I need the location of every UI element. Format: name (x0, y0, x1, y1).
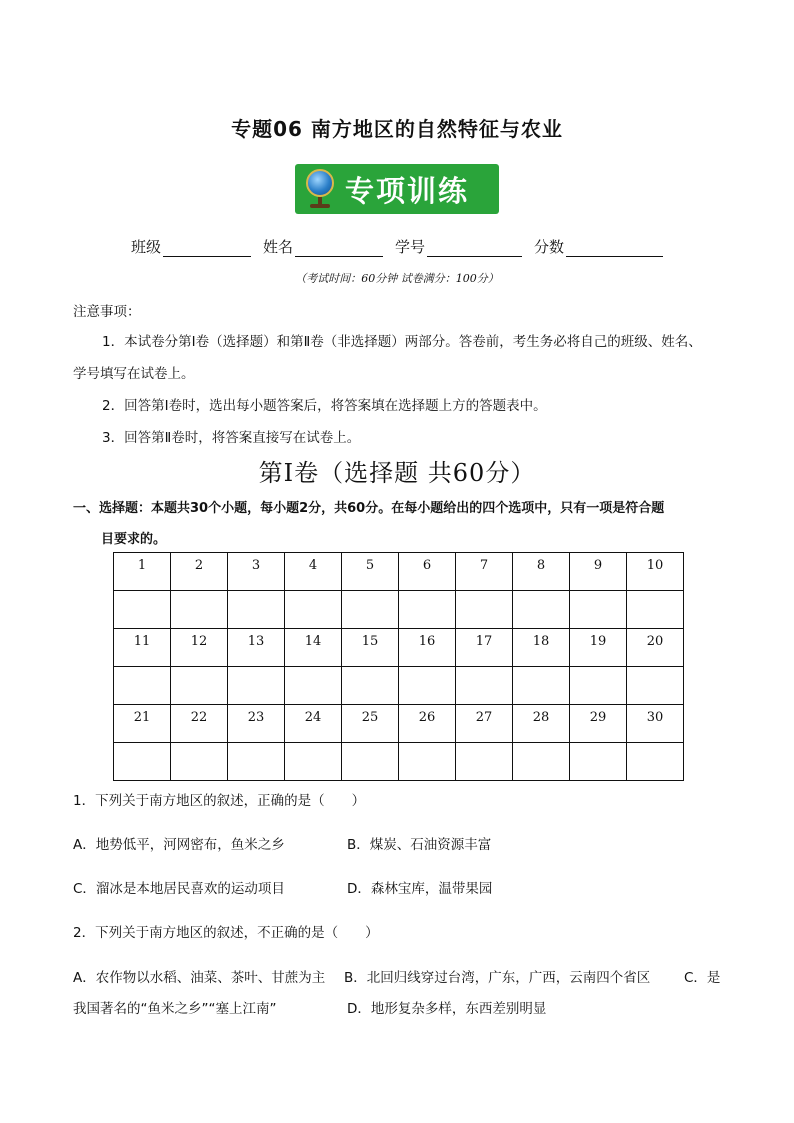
answer-table (113, 552, 684, 781)
answer-cell[interactable] (399, 591, 456, 629)
instructions-line-2: 目要求的。 (101, 532, 167, 547)
answer-cell[interactable] (456, 591, 513, 629)
answer-cell[interactable] (627, 743, 684, 781)
question-2-stem: 2．下列关于南方地区的叙述，不正确的是（ ） (73, 925, 379, 941)
answer-cell[interactable] (171, 591, 228, 629)
question-number-cell: 4 (285, 553, 342, 591)
question-number-cell: 6 (399, 553, 456, 591)
class-label: 班级 (130, 238, 161, 256)
answer-number-row (114, 629, 684, 667)
question-number-cell: 14 (285, 629, 342, 667)
answer-cell[interactable] (285, 591, 342, 629)
answer-cell[interactable] (627, 667, 684, 705)
question-2-option-a: A．农作物以水稻、油菜、茶叶、甘蔗为主 (73, 970, 326, 986)
question-number-cell: 2 (171, 553, 228, 591)
answer-cell[interactable] (342, 743, 399, 781)
question-1-option-d: D．森林宝库，温带果园 (347, 881, 493, 897)
answer-blank-row (114, 667, 684, 705)
question-number-cell: 8 (513, 553, 570, 591)
page-title: 专题06 南方地区的自然特征与农业 (231, 117, 563, 141)
answer-cell[interactable] (513, 667, 570, 705)
student-id-label: 学号 (395, 238, 426, 256)
name-field[interactable] (263, 236, 383, 257)
question-number-cell: 18 (513, 629, 570, 667)
question-number-cell: 25 (342, 705, 399, 743)
question-number-cell: 9 (570, 553, 627, 591)
answer-cell[interactable] (456, 667, 513, 705)
answer-cell[interactable] (627, 591, 684, 629)
note-item-2: 2．回答第Ⅰ卷时，选出每小题答案后，将答案填在选择题上方的答题表中。 (102, 398, 547, 414)
answer-cell[interactable] (399, 743, 456, 781)
question-number-cell: 27 (456, 705, 513, 743)
answer-cell[interactable] (399, 667, 456, 705)
answer-cell[interactable] (570, 743, 627, 781)
name-label: 姓名 (262, 238, 293, 256)
answer-cell[interactable] (342, 667, 399, 705)
answer-number-row (114, 553, 684, 591)
answer-cell[interactable] (228, 743, 285, 781)
question-2-option-d: D．地形复杂多样，东西差别明显 (347, 1001, 547, 1017)
question-1-option-c: C．溜冰是本地居民喜欢的运动项目 (73, 881, 285, 897)
question-number-cell: 10 (627, 553, 684, 591)
question-2-option-c-cont: 我国著名的“鱼米之乡”“塞上江南” (73, 1001, 277, 1017)
student-info-row (0, 236, 794, 257)
student-id-field[interactable] (395, 236, 522, 257)
answer-cell[interactable] (114, 667, 171, 705)
banner-label: 专项训练 (345, 173, 470, 208)
answer-cell[interactable] (456, 743, 513, 781)
question-number-cell: 22 (171, 705, 228, 743)
question-number-cell: 13 (228, 629, 285, 667)
class-field[interactable] (131, 236, 251, 257)
answer-cell[interactable] (171, 743, 228, 781)
score-blank[interactable] (566, 241, 663, 257)
question-2-option-c: C．是 (684, 970, 721, 986)
answer-cell[interactable] (570, 667, 627, 705)
note-item-1: 1．本试卷分第Ⅰ卷（选择题）和第Ⅱ卷（非选择题）两部分。答卷前，考生务必将自己的班级、姓名、 (102, 334, 702, 350)
question-number-cell: 23 (228, 705, 285, 743)
question-number-cell: 17 (456, 629, 513, 667)
exam-time-note: （考试时间：60分钟 试卷满分：100分） (295, 272, 499, 285)
globe-icon (303, 169, 337, 209)
question-number-cell: 24 (285, 705, 342, 743)
answer-cell[interactable] (285, 743, 342, 781)
question-number-cell: 11 (114, 629, 171, 667)
answer-blank-row (114, 743, 684, 781)
student-id-blank[interactable] (427, 241, 522, 257)
instructions-line-1: 一、选择题：本题共30个小题，每小题2分，共60分。在每小题给出的四个选项中，只有一项是符合题 (73, 501, 665, 516)
answer-cell[interactable] (114, 743, 171, 781)
class-blank[interactable] (163, 241, 251, 257)
answer-blank-row (114, 591, 684, 629)
note-item-3: 3．回答第Ⅱ卷时，将答案直接写在试卷上。 (102, 430, 361, 446)
question-1-stem: 1．下列关于南方地区的叙述，正确的是（ ） (73, 793, 366, 809)
question-1-option-b: B．煤炭、石油资源丰富 (347, 837, 492, 853)
question-number-cell: 29 (570, 705, 627, 743)
training-banner (295, 164, 499, 214)
answer-cell[interactable] (228, 667, 285, 705)
notes-heading: 注意事项： (73, 304, 141, 320)
question-number-cell: 30 (627, 705, 684, 743)
question-number-cell: 21 (114, 705, 171, 743)
note-item-1-cont: 学号填写在试卷上。 (73, 366, 195, 382)
question-number-cell: 16 (399, 629, 456, 667)
section-title: 第Ⅰ卷（选择题 共60分） (258, 459, 536, 487)
question-2-option-b: B．北回归线穿过台湾，广东，广西，云南四个省区 (344, 970, 651, 986)
answer-cell[interactable] (285, 667, 342, 705)
question-number-cell: 26 (399, 705, 456, 743)
answer-cell[interactable] (114, 591, 171, 629)
answer-cell[interactable] (513, 743, 570, 781)
question-number-cell: 28 (513, 705, 570, 743)
score-field[interactable] (534, 236, 663, 257)
question-1-option-a: A．地势低平，河网密布，鱼米之乡 (73, 837, 285, 853)
answer-cell[interactable] (513, 591, 570, 629)
score-label: 分数 (534, 238, 565, 256)
name-blank[interactable] (295, 241, 383, 257)
question-number-cell: 20 (627, 629, 684, 667)
answer-cell[interactable] (228, 591, 285, 629)
answer-cell[interactable] (342, 591, 399, 629)
question-number-cell: 12 (171, 629, 228, 667)
question-number-cell: 19 (570, 629, 627, 667)
question-number-cell: 3 (228, 553, 285, 591)
answer-cell[interactable] (171, 667, 228, 705)
question-number-cell: 7 (456, 553, 513, 591)
question-number-cell: 5 (342, 553, 399, 591)
question-number-cell: 1 (114, 553, 171, 591)
answer-number-row (114, 705, 684, 743)
answer-cell[interactable] (570, 591, 627, 629)
question-number-cell: 15 (342, 629, 399, 667)
